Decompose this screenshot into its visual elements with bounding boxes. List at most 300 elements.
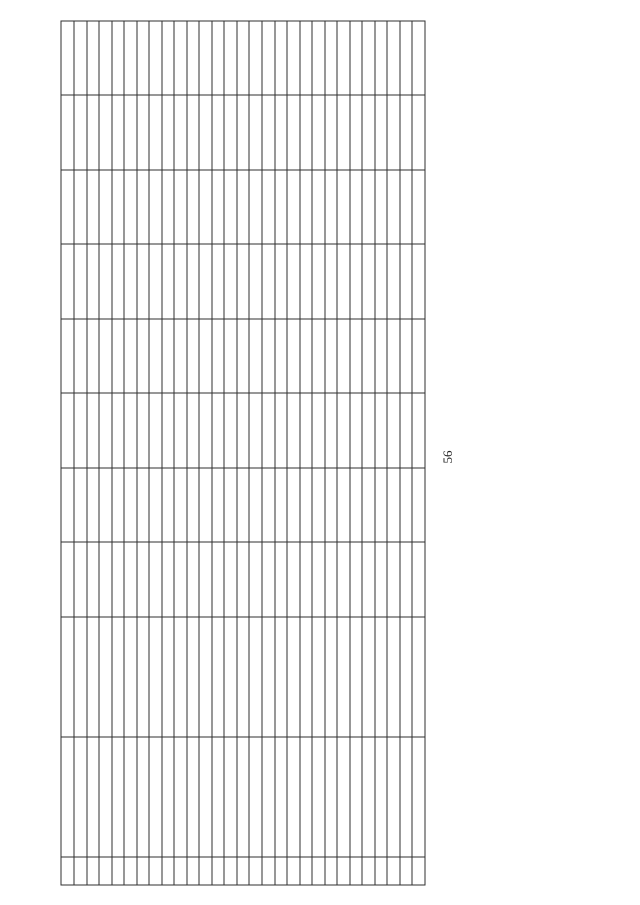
table-cell: [337, 21, 350, 96]
table-cell: [224, 393, 237, 468]
table-cell: [349, 244, 362, 319]
table-cell: [211, 170, 224, 245]
column-number: [61, 737, 74, 857]
table-cell: [199, 21, 212, 96]
table-cell: [412, 857, 425, 885]
table-cell: [324, 170, 337, 245]
table-cell: [99, 170, 112, 245]
table-cell: [174, 857, 187, 885]
table-cell: [362, 468, 375, 543]
table-cell: [349, 393, 362, 468]
table-cell: [287, 95, 300, 170]
table-cell: [74, 244, 87, 319]
column-number: [61, 95, 74, 170]
table-cell: [236, 170, 249, 245]
table-cell: [374, 857, 387, 885]
table-cell: [312, 857, 325, 885]
table-cell: [149, 244, 162, 319]
table-cell: [211, 857, 224, 885]
table-row: [261, 21, 274, 885]
table-cell: [224, 244, 237, 319]
table-cell: [312, 393, 325, 468]
table-row: [161, 21, 174, 885]
page-number: 56: [440, 450, 455, 464]
table-row: [362, 21, 375, 885]
table-cell: [199, 468, 212, 543]
table-cell: [211, 617, 224, 737]
table-cell: [174, 737, 187, 857]
column-number: [61, 468, 74, 543]
table-cell: [362, 244, 375, 319]
table-row: [274, 21, 287, 885]
table-cell: [199, 857, 212, 885]
table-cell: [399, 468, 412, 543]
table-cell: [199, 737, 212, 857]
table-cell: [161, 319, 174, 394]
table-cell: [274, 617, 287, 737]
table-cell: [324, 542, 337, 617]
table-cell: [174, 170, 187, 245]
table-cell: [337, 737, 350, 857]
table-cell: [299, 737, 312, 857]
table-cell: [312, 170, 325, 245]
table-cell: [199, 542, 212, 617]
table-cell: [74, 737, 87, 857]
table-cell: [149, 468, 162, 543]
table-cell: [99, 468, 112, 543]
table-cell: [99, 319, 112, 394]
table-cell: [99, 542, 112, 617]
table-cell: [161, 542, 174, 617]
table-cell: [287, 737, 300, 857]
table-container: [60, 20, 425, 885]
table-cell: [136, 319, 149, 394]
table-cell: [136, 737, 149, 857]
table-cell: [261, 542, 274, 617]
table-cell: [337, 542, 350, 617]
table-cell: [236, 857, 249, 885]
table-cell: [249, 857, 262, 885]
table-cell: [224, 617, 237, 737]
table-cell: [199, 95, 212, 170]
table-cell: [86, 737, 99, 857]
table-cell: [224, 468, 237, 543]
table-cell: [324, 737, 337, 857]
table-cell: [312, 617, 325, 737]
table-cell: [387, 21, 400, 96]
table-cell: [374, 737, 387, 857]
table-cell: [211, 468, 224, 543]
table-cell: [349, 468, 362, 543]
table-cell: [86, 542, 99, 617]
table-cell: [387, 737, 400, 857]
table-cell: [362, 21, 375, 96]
table-cell: [274, 95, 287, 170]
table-cell: [374, 542, 387, 617]
table-cell: [399, 737, 412, 857]
table-cell: [362, 170, 375, 245]
table-cell: [349, 617, 362, 737]
table-cell: [74, 468, 87, 543]
table-cell: [161, 95, 174, 170]
table-row: [337, 21, 350, 885]
table-cell: [374, 244, 387, 319]
budget-table: [60, 20, 425, 885]
table-cell: [337, 617, 350, 737]
table-cell: [161, 244, 174, 319]
table-cell: [387, 857, 400, 885]
table-cell: [236, 319, 249, 394]
table-row: [86, 21, 99, 885]
table-cell: [136, 95, 149, 170]
table-cell: [236, 542, 249, 617]
table-cell: [399, 857, 412, 885]
table-cell: [349, 857, 362, 885]
table-cell: [362, 319, 375, 394]
table-cell: [186, 319, 199, 394]
table-cell: [299, 170, 312, 245]
table-cell: [199, 617, 212, 737]
table-cell: [224, 857, 237, 885]
table-cell: [111, 393, 124, 468]
table-cell: [249, 170, 262, 245]
table-cell: [161, 21, 174, 96]
table-cell: [74, 857, 87, 885]
table-cell: [124, 857, 137, 885]
table-cell: [412, 468, 425, 543]
table-cell: [224, 95, 237, 170]
table-cell: [111, 737, 124, 857]
table-cell: [324, 21, 337, 96]
table-cell: [186, 737, 199, 857]
table-cell: [249, 95, 262, 170]
table-cell: [236, 95, 249, 170]
table-cell: [261, 468, 274, 543]
table-cell: [124, 170, 137, 245]
table-cell: [136, 542, 149, 617]
table-cell: [124, 95, 137, 170]
table-row: [299, 21, 312, 885]
table-cell: [224, 542, 237, 617]
table-cell: [211, 244, 224, 319]
table-cell: [86, 21, 99, 96]
table-cell: [412, 21, 425, 96]
table-cell: [124, 542, 137, 617]
table-cell: [312, 21, 325, 96]
table-row: [211, 21, 224, 885]
column-number: [61, 319, 74, 394]
table-cell: [124, 737, 137, 857]
column-number: [61, 542, 74, 617]
table-cell: [124, 393, 137, 468]
table-cell: [287, 244, 300, 319]
table-header-row: [61, 21, 74, 885]
table-row: [224, 21, 237, 885]
table-cell: [261, 617, 274, 737]
table-cell: [186, 244, 199, 319]
table-cell: [374, 319, 387, 394]
table-cell: [124, 21, 137, 96]
table-cell: [236, 393, 249, 468]
table-cell: [236, 244, 249, 319]
table-cell: [274, 737, 287, 857]
table-cell: [387, 170, 400, 245]
table-cell: [337, 468, 350, 543]
column-number: [61, 244, 74, 319]
table-cell: [74, 542, 87, 617]
column-number: [61, 170, 74, 245]
table-cell: [287, 21, 300, 96]
table-cell: [74, 393, 87, 468]
table-cell: [224, 21, 237, 96]
table-cell: [362, 617, 375, 737]
table-cell: [186, 542, 199, 617]
table-row: [199, 21, 212, 885]
table-cell: [362, 393, 375, 468]
table-cell: [261, 319, 274, 394]
table-cell: [287, 393, 300, 468]
table-cell: [412, 319, 425, 394]
table-cell: [111, 617, 124, 737]
table-cell: [261, 737, 274, 857]
table-cell: [136, 468, 149, 543]
table-cell: [274, 468, 287, 543]
table-cell: [211, 95, 224, 170]
table-cell: [387, 468, 400, 543]
table-cell: [174, 95, 187, 170]
table-cell: [161, 617, 174, 737]
table-cell: [199, 244, 212, 319]
table-cell: [86, 319, 99, 394]
table-cell: [149, 857, 162, 885]
table-cell: [174, 393, 187, 468]
table-cell: [111, 319, 124, 394]
table-cell: [412, 737, 425, 857]
table-cell: [249, 393, 262, 468]
table-cell: [149, 617, 162, 737]
table-cell: [324, 319, 337, 394]
table-row: [99, 21, 112, 885]
table-cell: [349, 95, 362, 170]
table-cell: [249, 244, 262, 319]
table-cell: [387, 393, 400, 468]
table-row: [186, 21, 199, 885]
table-cell: [261, 95, 274, 170]
table-cell: [224, 737, 237, 857]
table-cell: [412, 95, 425, 170]
table-cell: [174, 21, 187, 96]
table-cell: [274, 21, 287, 96]
table-row: [324, 21, 337, 885]
table-cell: [299, 857, 312, 885]
table-cell: [174, 542, 187, 617]
table-cell: [337, 857, 350, 885]
table-cell: [412, 393, 425, 468]
table-cell: [186, 170, 199, 245]
table-cell: [74, 21, 87, 96]
table-cell: [86, 170, 99, 245]
table-cell: [199, 319, 212, 394]
table-cell: [236, 737, 249, 857]
column-number: [61, 857, 74, 885]
table-row: [74, 21, 87, 885]
table-cell: [387, 95, 400, 170]
table-row: [249, 21, 262, 885]
table-cell: [236, 21, 249, 96]
table-cell: [387, 244, 400, 319]
table-cell: [412, 542, 425, 617]
table-cell: [412, 244, 425, 319]
table-cell: [299, 542, 312, 617]
table-cell: [99, 95, 112, 170]
table-cell: [387, 319, 400, 394]
table-cell: [149, 319, 162, 394]
table-row: [387, 21, 400, 885]
table-cell: [136, 617, 149, 737]
table-cell: [149, 542, 162, 617]
column-number: [61, 21, 74, 96]
table-cell: [312, 737, 325, 857]
table-row: [124, 21, 137, 885]
table-cell: [211, 737, 224, 857]
table-cell: [99, 244, 112, 319]
table-cell: [274, 170, 287, 245]
table-cell: [374, 393, 387, 468]
table-cell: [387, 617, 400, 737]
table-cell: [274, 319, 287, 394]
table-cell: [349, 319, 362, 394]
table-cell: [287, 542, 300, 617]
table-cell: [299, 468, 312, 543]
table-cell: [399, 170, 412, 245]
table-cell: [399, 542, 412, 617]
table-cell: [161, 170, 174, 245]
table-cell: [287, 857, 300, 885]
table-cell: [136, 21, 149, 96]
table-cell: [299, 21, 312, 96]
table-cell: [186, 95, 199, 170]
table-cell: [186, 21, 199, 96]
table-cell: [274, 393, 287, 468]
table-cell: [199, 393, 212, 468]
table-cell: [136, 244, 149, 319]
table-cell: [136, 170, 149, 245]
table-cell: [274, 244, 287, 319]
table-cell: [399, 21, 412, 96]
table-cell: [324, 857, 337, 885]
table-cell: [86, 393, 99, 468]
table-cell: [274, 857, 287, 885]
table-cell: [412, 617, 425, 737]
table-cell: [186, 857, 199, 885]
table-cell: [124, 244, 137, 319]
table-cell: [111, 21, 124, 96]
table-cell: [349, 542, 362, 617]
table-cell: [111, 468, 124, 543]
table-cell: [374, 21, 387, 96]
table-cell: [362, 857, 375, 885]
table-cell: [349, 737, 362, 857]
table-cell: [274, 542, 287, 617]
table-cell: [161, 737, 174, 857]
table-cell: [249, 617, 262, 737]
table-row: [399, 21, 412, 885]
table-cell: [324, 617, 337, 737]
table-cell: [174, 319, 187, 394]
table-cell: [299, 244, 312, 319]
table-cell: [236, 617, 249, 737]
column-number: [61, 393, 74, 468]
table-cell: [136, 393, 149, 468]
table-cell: [412, 170, 425, 245]
table-cell: [337, 170, 350, 245]
table-cell: [149, 95, 162, 170]
table-cell: [224, 170, 237, 245]
table-row: [236, 21, 249, 885]
table-cell: [299, 393, 312, 468]
table-cell: [74, 170, 87, 245]
table-cell: [387, 542, 400, 617]
table-cell: [111, 170, 124, 245]
table-cell: [249, 319, 262, 394]
table-cell: [186, 617, 199, 737]
table-row: [287, 21, 300, 885]
table-cell: [149, 21, 162, 96]
table-cell: [161, 857, 174, 885]
table-row: [312, 21, 325, 885]
table-cell: [362, 95, 375, 170]
table-cell: [261, 244, 274, 319]
table-cell: [149, 170, 162, 245]
table-cell: [287, 319, 300, 394]
table-cell: [312, 244, 325, 319]
table-cell: [261, 170, 274, 245]
table-cell: [249, 542, 262, 617]
table-cell: [324, 468, 337, 543]
table-cell: [149, 737, 162, 857]
table-cell: [249, 21, 262, 96]
table-cell: [124, 319, 137, 394]
table-cell: [74, 617, 87, 737]
table-row: [374, 21, 387, 885]
table-cell: [312, 319, 325, 394]
table-cell: [124, 468, 137, 543]
table-cell: [399, 95, 412, 170]
table-cell: [337, 393, 350, 468]
table-cell: [99, 393, 112, 468]
table-cell: [86, 857, 99, 885]
table-cell: [74, 319, 87, 394]
table-cell: [249, 737, 262, 857]
table-cell: [324, 244, 337, 319]
table-row: [111, 21, 124, 885]
table-cell: [349, 21, 362, 96]
table-cell: [287, 617, 300, 737]
table-cell: [399, 319, 412, 394]
table-cell: [374, 170, 387, 245]
table-cell: [312, 468, 325, 543]
table-cell: [362, 737, 375, 857]
column-number: [61, 617, 74, 737]
table-cell: [174, 244, 187, 319]
table-cell: [224, 319, 237, 394]
table-cell: [362, 542, 375, 617]
table-cell: [324, 95, 337, 170]
table-cell: [86, 468, 99, 543]
table-cell: [211, 319, 224, 394]
table-cell: [399, 244, 412, 319]
table-cell: [86, 95, 99, 170]
